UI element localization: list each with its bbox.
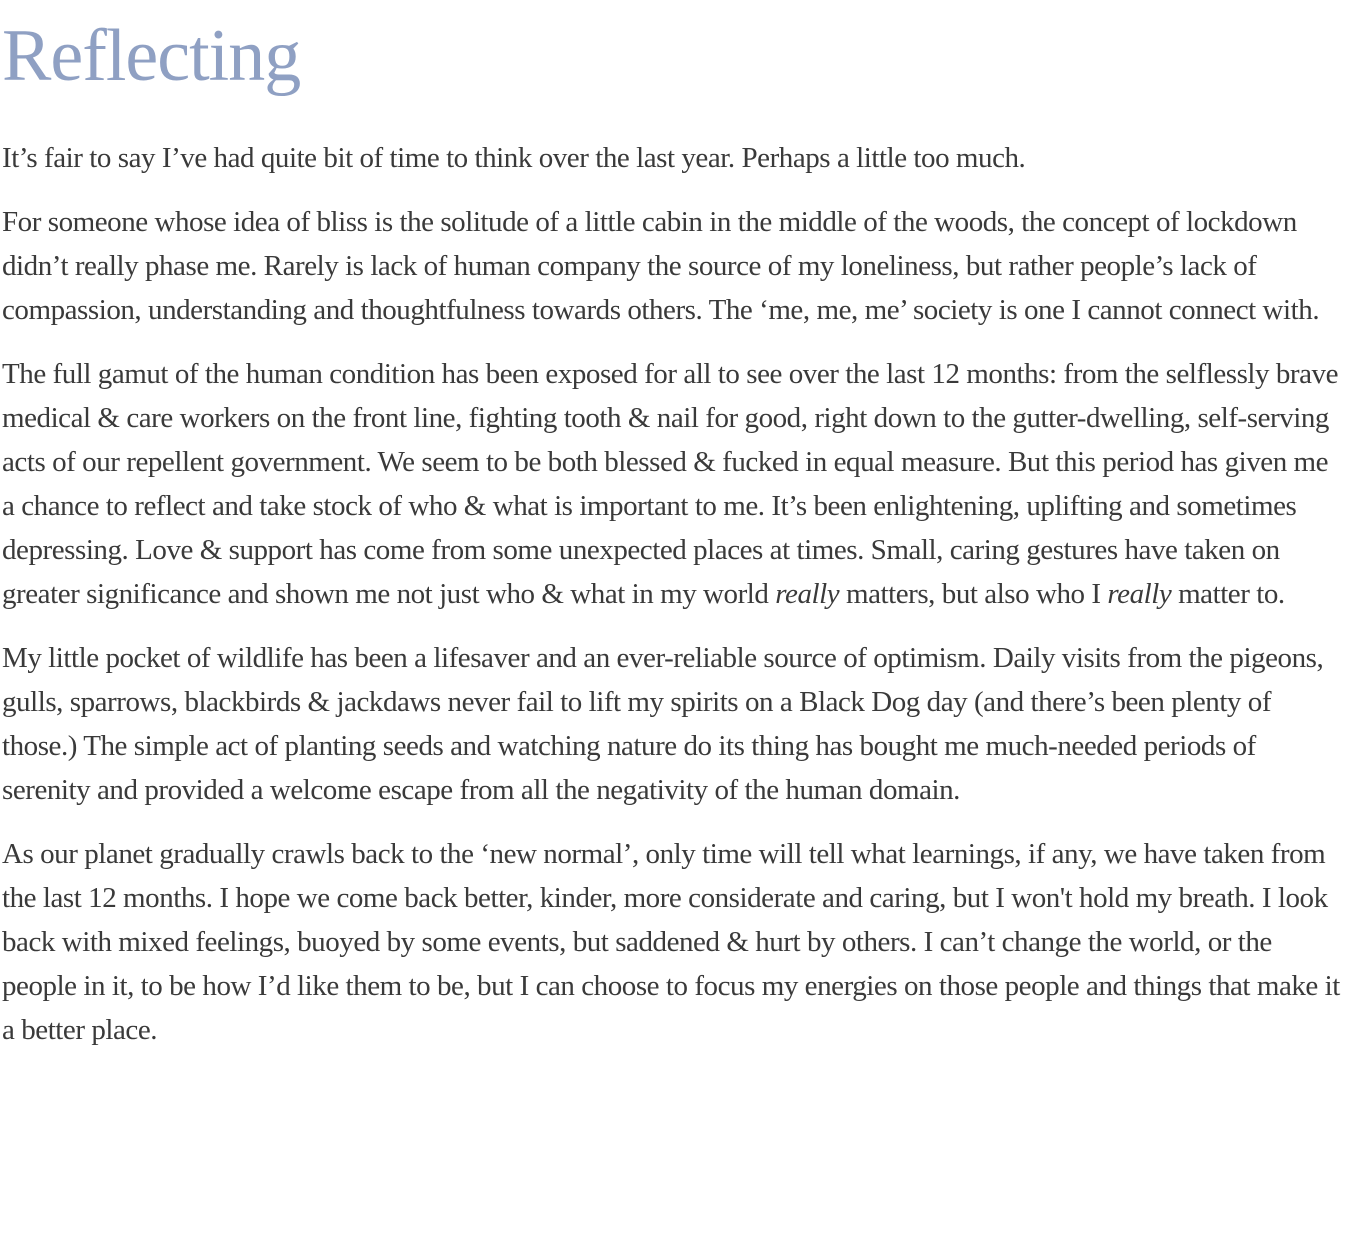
paragraph-text-segment: matter to. <box>1171 578 1285 610</box>
paragraph-lockdown: For someone whose idea of bliss is the solitude of a little cabin in the middle of the woods, the concept of lockdown didn’t really phase me. Rarely is lack of human company the source of my loneliness, but rather people’s lack of compassion, understanding and thoughtfulness towards others. The ‘me, me, me’ society is one I cannot connect with. <box>2 206 1320 326</box>
paragraph-wildlife: My little pocket of wildlife has been a lifesaver and an ever-reliable source of optimism. Daily visits from the pigeons, gulls, sparrows, blackbirds & jackdaws never fail to lift my spirits on a Black Dog day (and there’s been plenty of those.) The simple act of planting seeds and watching nature do its thing has bought me much-needed periods of serenity and provided a welcome escape from all the negativity of the human domain. <box>2 642 1324 806</box>
paragraph-text-segment: matters, but also who I <box>839 578 1108 610</box>
paragraph-text-segment: The full gamut of the human condition has been exposed for all to see over the last 12 months: from the selflessly brave medical & care workers on the front line, fighting tooth & nail for good, right down to the gutter-dwelling, self-serving acts of our repellent government. We seem to be both blessed & fucked in equal measure. But this period has given me a chance to reflect and take stock of who & what is important to me. It’s been enlightening, uplifting and sometimes depressing. Love & support has come from some unexpected places at times. Small, caring gestures have taken on greater significance and shown me not just who & what in my world <box>2 358 1339 610</box>
emphasis-really: really <box>775 578 840 610</box>
article-title: Reflecting <box>2 15 301 97</box>
paragraph-human-condition <box>2 352 1347 616</box>
paragraph-intro: It’s fair to say I’ve had quite bit of time to think over the last year. Perhaps a little too much. <box>2 142 1026 174</box>
emphasis-really: really <box>1107 578 1172 610</box>
paragraph-new-normal: As our planet gradually crawls back to the ‘new normal’, only time will tell what learnings, if any, we have taken from the last 12 months. I hope we come back better, kinder, more considerate and caring, but I won't hold my breath. I look back with mixed feelings, buoyed by some events, but saddened & hurt by others. I can’t change the world, or the people in it, to be how I’d like them to be, but I can choose to focus my energies on those people and things that make it a better place. <box>2 838 1340 1046</box>
